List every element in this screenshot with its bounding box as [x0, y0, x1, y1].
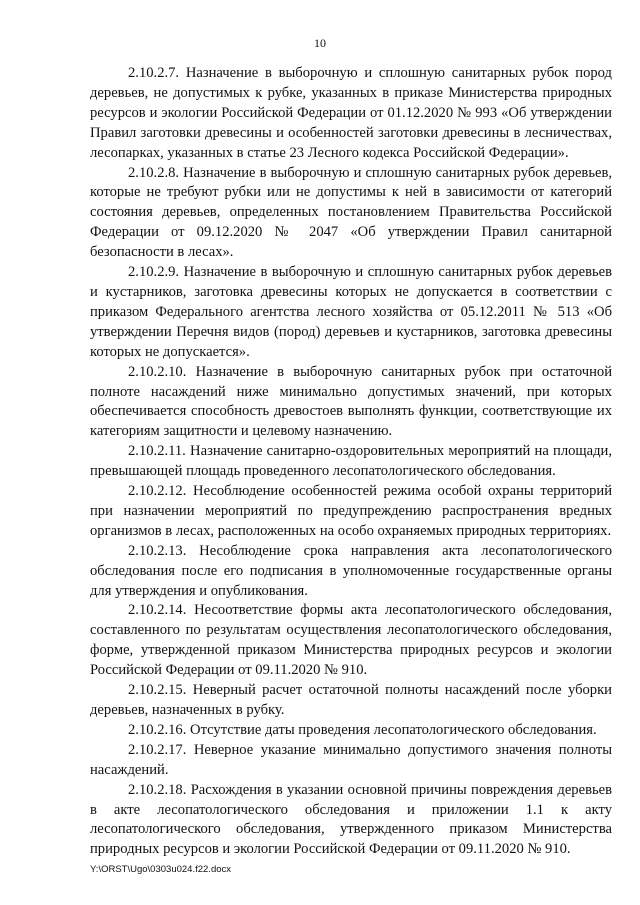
paragraph-2-10-2-8 — [90, 164, 612, 264]
paragraph-2-10-2-10 — [90, 363, 612, 443]
paragraph-number: 2.10.2.14. — [128, 602, 187, 619]
paragraph-text: Отсутствие даты проведения лесопатологического обследования. — [190, 721, 597, 738]
paragraph-text: Несоответствие формы акта лесопатологического обследования, составленного по результатам осуществления лесопатологического обследования, форме, утвержденной приказом Министерства природных ресурсов и экологии Российской Федерации от 09.11.2020 № 910. — [90, 602, 612, 679]
paragraph-number: 2.10.2.11. — [128, 443, 186, 460]
paragraph-number: 2.10.2.9. — [128, 264, 180, 281]
paragraph-2-10-2-9 — [90, 263, 612, 363]
paragraph-number: 2.10.2.13. — [128, 542, 187, 559]
paragraph-text: Несоблюдение срока направления акта лесопатологического обследования после его подписания в уполномоченные государственные органы для утверждения и опубликования. — [90, 542, 612, 599]
paragraph-2-10-2-12 — [90, 482, 612, 542]
paragraph-2-10-2-13 — [90, 542, 612, 602]
paragraph-text: Назначение санитарно-оздоровительных мероприятий на площади, превышающей площадь проведенного лесопатологического обследования. — [90, 443, 612, 480]
file-path-footer: Y:\ORST\Ugo\0303u024.f22.docx — [90, 864, 232, 875]
paragraph-2-10-2-14 — [90, 601, 612, 681]
paragraph-text: Назначение в выборочную санитарных рубок при остаточной полноте насаждений ниже минимально допустимых значений, при которых обеспечивается способность древостоев выполнять функции, соответствующие их категориям защитности и целевому назначению. — [90, 363, 612, 440]
paragraph-number: 2.10.2.17. — [128, 741, 187, 758]
paragraph-2-10-2-11 — [90, 442, 612, 482]
paragraph-number: 2.10.2.12. — [128, 483, 187, 500]
paragraph-text: Назначение в выборочную и сплошную санитарных рубок деревьев и кустарников, заготовка древесины которых не допускается в соответствии с приказом Федерального агентства лесного хозяйства от 05.12.2011 № 513 «Об утверждении Перечня видов (пород) деревьев и кустарников, заготовка древесины которых не допускается». — [90, 264, 612, 360]
page-number: 10 — [314, 36, 326, 50]
paragraph-text: Назначение в выборочную и сплошную санитарных рубок пород деревьев, не допустимых к рубке, указанных в приказе Министерства природных ресурсов и экологии Российской Федерации от 01.12.2020 № 993 «Об утверждении Правил заготовки древесины и особенностей заготовки древесины в лесничествах, лесопарках, указанных в статье 23 Лесного кодекса Российской Федерации». — [90, 65, 612, 161]
paragraph-text: Назначение в выборочную и сплошную санитарных рубок деревьев, которые не требуют рубки или не допустимы к ней в зависимости от категорий состояния деревьев, определенных постановлением Правительства Российской Федерации от 09.12.2020 № 2047 «Об утверждении Правил санитарной безопасности в лесах». — [90, 164, 612, 261]
paragraph-text: Несоблюдение особенностей режима особой охраны территорий при назначении мероприятий по предупреждению распространения вредных организмов в лесах, расположенных на особо охраняемых природных территориях. — [90, 483, 612, 539]
paragraph-text: Расхождения в указании основной причины повреждения деревьев в акте лесопатологического обследования и приложении 1.1 к акту лесопатологического обследования, утвержденного приказом Министерства природных ресурсов и экологии Российской Федерации от 09.11.2020 № 910. — [90, 781, 612, 858]
paragraph-text: Неверный расчет остаточной полноты насаждений после уборки деревьев, назначенных в рубку. — [90, 682, 612, 718]
paragraph-text: Неверное указание минимально допустимого значения полноты насаждений. — [90, 741, 612, 778]
paragraph-2-10-2-16 — [90, 721, 612, 741]
paragraph-number: 2.10.2.18. — [128, 781, 187, 798]
paragraph-2-10-2-18 — [90, 781, 612, 861]
paragraph-2-10-2-7 — [90, 64, 612, 164]
paragraph-2-10-2-17 — [90, 741, 612, 781]
document-body — [90, 64, 612, 860]
paragraph-number: 2.10.2.16. — [128, 721, 187, 738]
paragraph-number: 2.10.2.15. — [128, 682, 187, 699]
paragraph-number: 2.10.2.10. — [128, 363, 187, 380]
paragraph-2-10-2-15 — [90, 681, 612, 721]
paragraph-number: 2.10.2.7. — [128, 65, 180, 81]
paragraph-number: 2.10.2.8. — [128, 164, 180, 181]
